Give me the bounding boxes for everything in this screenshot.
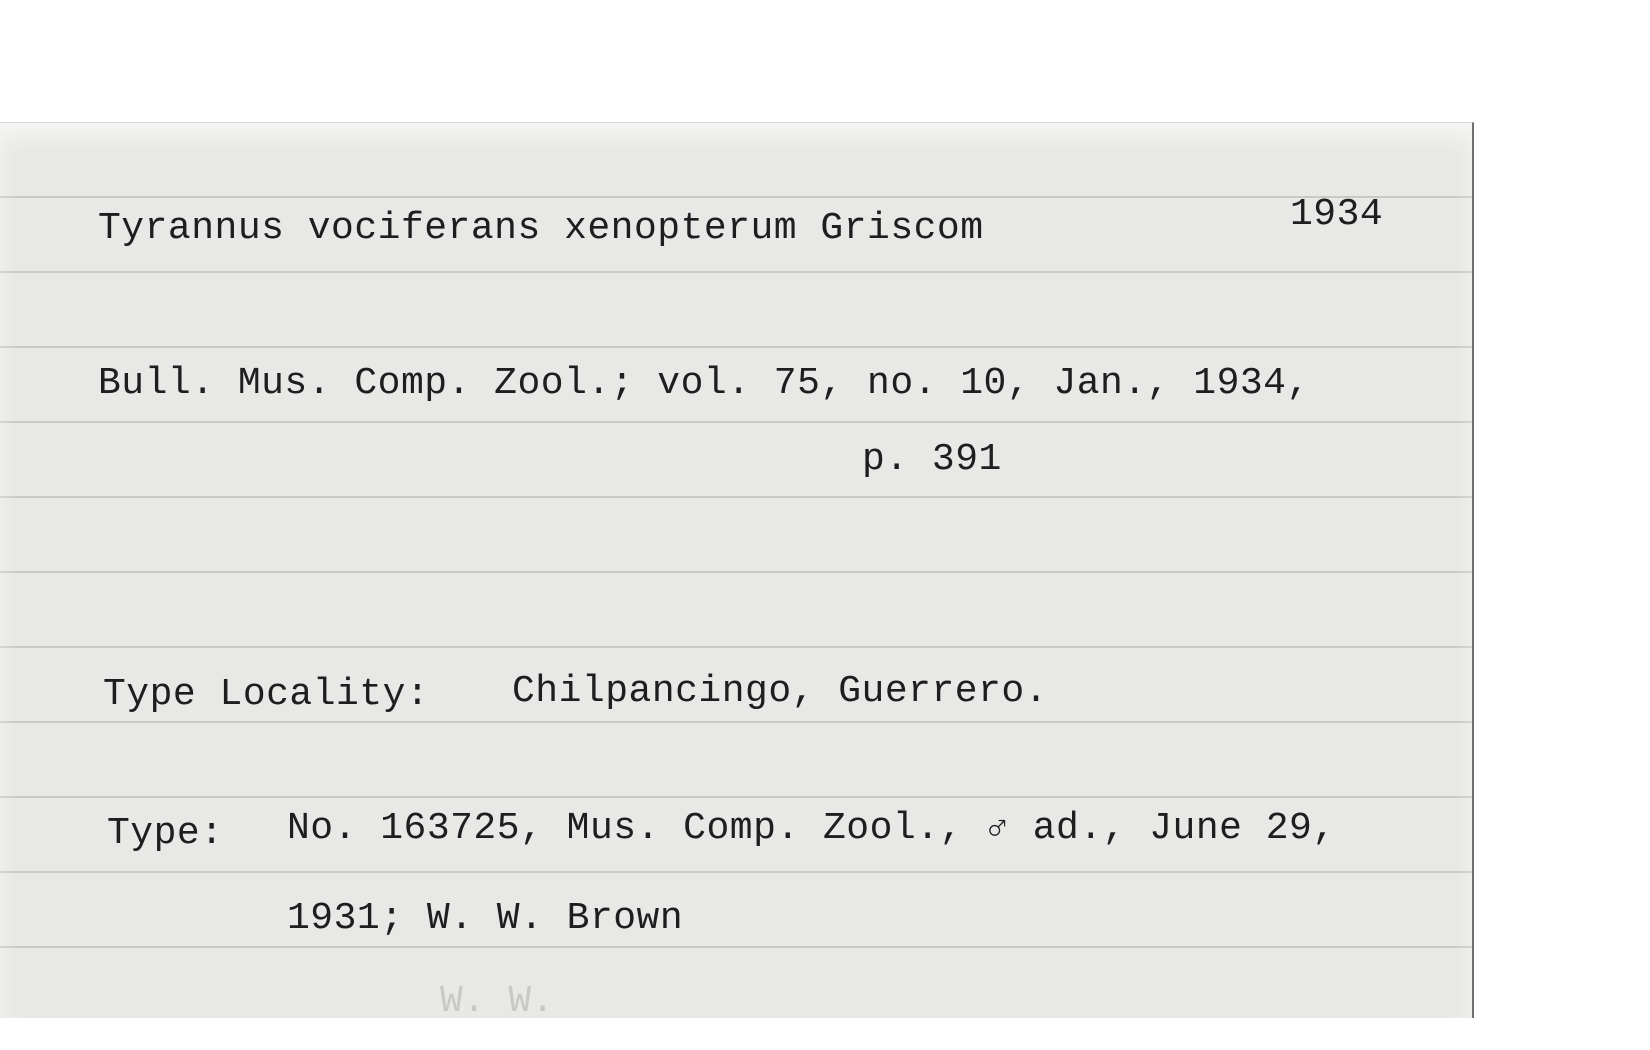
- index-card: [0, 122, 1474, 1023]
- citation-line-2: p. 391: [862, 438, 1002, 481]
- species-name: Tyrannus vociferans xenopterum Griscom: [98, 207, 984, 250]
- bleed-through-text: W. W.: [440, 980, 555, 1023]
- type-label: Type:: [107, 812, 224, 855]
- citation-line-1: Bull. Mus. Comp. Zool.; vol. 75, no. 10, Jan., 1934,: [98, 362, 1310, 405]
- type-locality-value: Chilpancingo, Guerrero.: [512, 670, 1048, 713]
- type-locality-label: Type Locality:: [103, 673, 430, 716]
- type-line-2: 1931; W. W. Brown: [287, 897, 684, 940]
- card-year: 1934: [1290, 193, 1384, 236]
- type-line-1: No. 163725, Mus. Comp. Zool., ♂ ad., June 29,: [287, 807, 1336, 850]
